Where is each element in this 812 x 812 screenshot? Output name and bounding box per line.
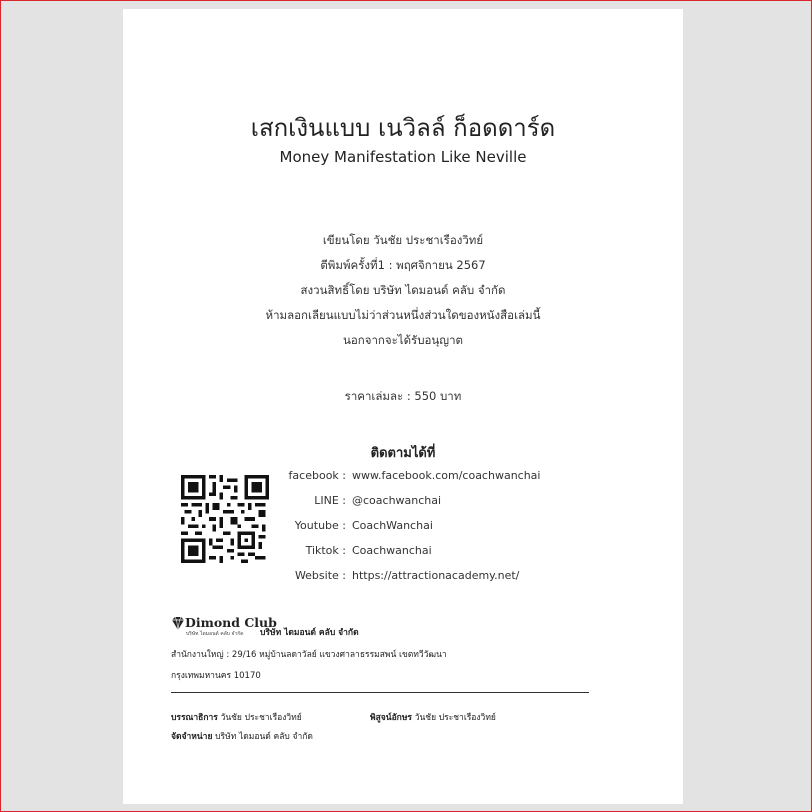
editor-credit [171,710,302,724]
price-line: ราคาเล่มละ : 550 บาท [344,389,462,403]
logo-tagline: บริษัท ไดมอนด์ คลับ จำกัด [186,631,244,637]
line-id[interactable]: @coachwanchai [352,494,442,507]
contact-website: Website : [294,569,346,582]
contact-label: Youtube [294,519,339,532]
publisher-logo [171,615,277,642]
follow-heading: ติดตามได้ที่ [370,446,436,461]
copyright-line: สงวนสิทธิ์โดย บริษัท ไดมอนด์ คลับ จำกัด [300,283,506,297]
contact-youtube: Youtube : [294,519,346,532]
contact-label: facebook [288,469,339,482]
logo-name: Dimond Club [185,615,277,630]
website-link[interactable]: https://attractionacademy.net/ [352,569,520,582]
contact-label: Tiktok [305,544,339,557]
permission-line: นอกจากจะได้รับอนุญาต [342,333,464,347]
contact-facebook: facebook : [288,469,346,482]
facebook-link[interactable]: www.facebook.com/coachwanchai [352,469,541,482]
author-line: เขียนโดย วันชัย ประชาเรืองวิทย์ [322,233,484,247]
contact-label: Website [294,569,339,582]
proofreader-credit [370,710,496,724]
book-page [123,9,683,804]
publisher-company: บริษัท ไดมอนด์ คลับ จำกัด [260,628,359,638]
divider [171,692,589,693]
book-title-english: Money Manifestation Like Neville [279,148,527,166]
copyright-notice-line: ห้ามลอกเลียนแบบไม่ว่าส่วนหนึ่งส่วนใดของหนังสือเล่มนี้ [265,308,541,322]
contact-label: LINE [314,494,339,507]
contact-line: LINE : [314,494,346,507]
edition-line: ตีพิมพ์ครั้งที่1 : พฤศจิกายน 2567 [320,258,486,272]
contact-tiktok: Tiktok : [305,544,346,557]
publisher-address-line-2: กรุงเทพมหานคร 10170 [171,671,261,681]
proofreader-label: พิสูจน์อักษร [370,713,413,723]
proofreader-name: วันชัย ประชาเรืองวิทย์ [414,713,496,723]
book-title-thai: เสกเงินแบบ เนวิลล์ ก็อดดาร์ด [250,114,556,142]
diamond-icon [171,617,185,631]
editor-name: วันชัย ประชาเรืองวิทย์ [220,713,302,723]
distributor-credit [171,729,313,743]
youtube-channel[interactable]: CoachWanchai [352,519,433,532]
distributor-label: จัดจำหน่าย [171,732,213,742]
editor-label: บรรณาธิการ [171,713,218,723]
publisher-address-line-1: สำนักงานใหญ่ : 29/16 หมู่บ้านลดาวัลย์ แขวงศาลาธรรมสพน์ เขตทวีวัฒนา [171,650,447,660]
distributor-name: บริษัท ไดมอนด์ คลับ จำกัด [215,732,313,742]
tiktok-account[interactable]: Coachwanchai [352,544,432,557]
